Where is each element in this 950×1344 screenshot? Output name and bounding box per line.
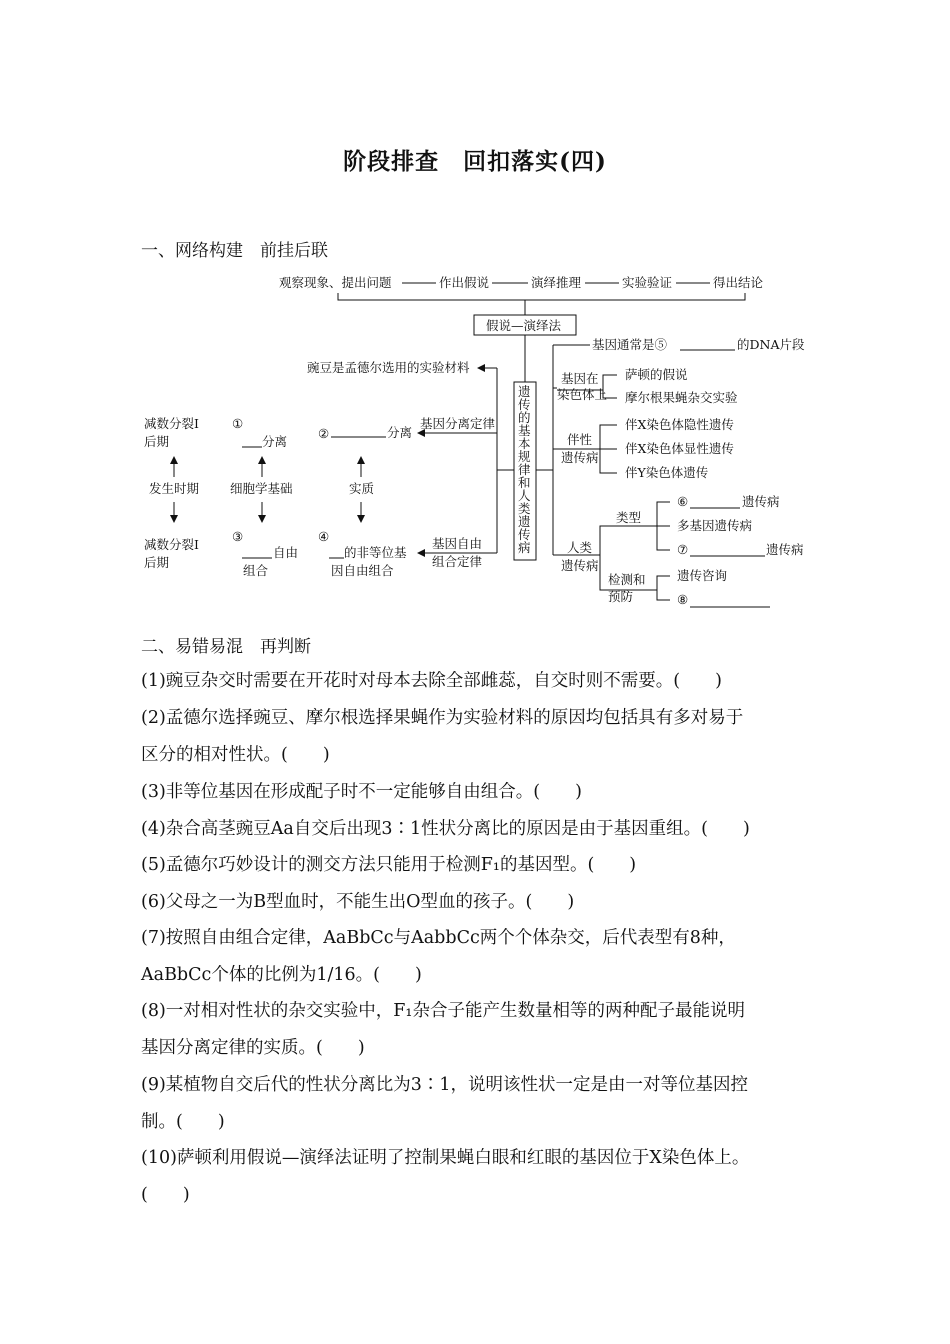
question-8-line1: (8)一对相对性状的杂交实验中，F₁杂合子能产生数量相等的两种配子最能说明 (141, 1001, 745, 1021)
question-8-line2: 基因分离定律的实质。( ) (141, 1038, 365, 1058)
y-linked: 伴Y染色体遗传 (625, 465, 709, 480)
type-6-text: 遗传病 (742, 494, 780, 509)
question-3: (3)非等位基因在形成配子时不一定能够自由组合。( ) (141, 782, 582, 802)
sexlinked-2: 遗传病 (561, 450, 599, 465)
question-5: (5)孟德尔巧妙设计的测交方法只能用于检测F₁的基因型。( ) (141, 855, 637, 875)
question-6: (6)父母之一为B型血时，不能生出O型血的孩子。( ) (141, 892, 575, 912)
blank-1-text: 分离 (262, 434, 288, 449)
blank-3-number: ③ (232, 529, 244, 544)
gene-usual-2: 的DNA片段 (737, 337, 805, 352)
section-heading-network: 一、网络构建 前挂后联 (141, 241, 328, 261)
question-1: (1)豌豆杂交时需要在开花时对母本去除全部雌蕊，自交时则不需要。( ) (141, 671, 722, 691)
chain-conclusion: 得出结论 (713, 275, 764, 290)
gene-usual: 基因通常是⑤ (592, 337, 668, 352)
gene-on-chromosome-1: 基因在 (561, 371, 599, 386)
question-10-line2: ( ) (141, 1185, 190, 1205)
question-7-line1: (7)按照自由组合定律，AaBbCc与AabbCc两个个体杂交，后代表型有8种， (141, 928, 736, 948)
page-title: 阶段排查 回扣落实(四) (343, 148, 607, 175)
types-label: 类型 (616, 510, 642, 525)
cytology-basis: 细胞学基础 (230, 481, 293, 496)
x-recessive: 伴X染色体隐性遗传 (625, 417, 734, 432)
svg-text:本: 本 (518, 436, 531, 451)
blank-1-number: ① (232, 416, 244, 431)
svg-text:传: 传 (518, 527, 531, 542)
blank-3-text-2: 组合 (243, 563, 269, 578)
x-dominant: 伴X染色体显性遗传 (625, 441, 734, 456)
center-label (518, 384, 531, 555)
blank-2-text: 分离 (387, 425, 413, 440)
question-10-line1: (10)萨顿利用假说—演绎法证明了控制果蝇白眼和红眼的基因位于X染色体上。 (141, 1148, 750, 1168)
human-disease-1: 人类 (567, 540, 593, 555)
morgan-experiment: 摩尔根果蝇杂交实验 (625, 390, 738, 405)
genetic-consultation: 遗传咨询 (677, 568, 728, 583)
type-7-number: ⑦ (677, 542, 689, 557)
pea-material: 豌豆是孟德尔选用的实验材料 (307, 360, 470, 375)
question-2-line1: (2)孟德尔选择豌豆、摩尔根选择果蝇作为实验材料的原因均包括具有多对易于 (141, 708, 744, 728)
independent-law-1: 基因自由 (432, 536, 483, 551)
human-disease-2: 遗传病 (561, 558, 599, 573)
blank-2-number: ② (318, 426, 330, 441)
svg-text:的: 的 (518, 410, 531, 425)
svg-text:遗: 遗 (518, 514, 531, 529)
svg-text:类: 类 (518, 501, 531, 516)
blank-4-text: 的非等位基 (344, 545, 407, 560)
concept-map-diagram (0, 0, 950, 620)
svg-text:基: 基 (518, 423, 531, 438)
blank-8-number: ⑧ (677, 592, 689, 607)
question-7-line2: AaBbCc个体的比例为1/16。( ) (141, 965, 422, 985)
svg-text:律: 律 (518, 462, 531, 477)
type-7-text: 遗传病 (766, 542, 804, 557)
sexlinked-1: 伴性 (567, 432, 593, 447)
chain-observe: 观察现象、提出问题 (279, 275, 392, 290)
essence: 实质 (349, 481, 375, 496)
detect-2: 预防 (608, 589, 634, 604)
occur-period: 发生时期 (149, 481, 200, 496)
independent-law-2: 组合定律 (432, 554, 483, 569)
blank-3-text: 自由 (273, 545, 299, 560)
detect-1: 检测和 (608, 572, 646, 587)
method-box: 假说—演绎法 (486, 318, 562, 333)
svg-text:传: 传 (518, 397, 531, 412)
chain-deduction: 演绎推理 (531, 275, 582, 290)
question-9-line1: (9)某植物自交后代的性状分离比为3∶1，说明该性状一定是由一对等位基因控 (141, 1075, 749, 1095)
question-4: (4)杂合高茎豌豆Aa自交后出现3∶1性状分离比的原因是由于基因重组。( ) (141, 819, 750, 839)
question-9-line2: 制。( ) (141, 1112, 225, 1132)
type-6-number: ⑥ (677, 494, 689, 509)
svg-text:人: 人 (518, 488, 531, 503)
sutton-hypothesis: 萨顿的假说 (625, 367, 688, 382)
section-heading-judge: 二、易错易混 再判断 (141, 637, 311, 657)
blank-4-text-2: 因自由组合 (331, 563, 394, 578)
svg-text:病: 病 (518, 540, 531, 555)
svg-text:规: 规 (518, 449, 531, 464)
svg-text:遗: 遗 (518, 384, 531, 399)
chain-verify: 实验验证 (622, 275, 673, 290)
svg-text:和: 和 (518, 475, 531, 490)
chain-hypothesis: 作出假说 (439, 275, 490, 290)
meiosis-bottom-2: 后期 (144, 555, 170, 570)
blank-4-number: ④ (318, 529, 330, 544)
gene-on-chromosome-2: 染色体上 (557, 387, 608, 402)
meiosis-top-2: 后期 (144, 434, 170, 449)
meiosis-top-1: 减数分裂Ⅰ (144, 416, 199, 431)
segregation-law: 基因分离定律 (420, 416, 496, 431)
meiosis-bottom-1: 减数分裂Ⅰ (144, 537, 199, 552)
question-2-line2: 区分的相对性状。( ) (141, 745, 330, 765)
multigene-disease: 多基因遗传病 (677, 518, 753, 533)
